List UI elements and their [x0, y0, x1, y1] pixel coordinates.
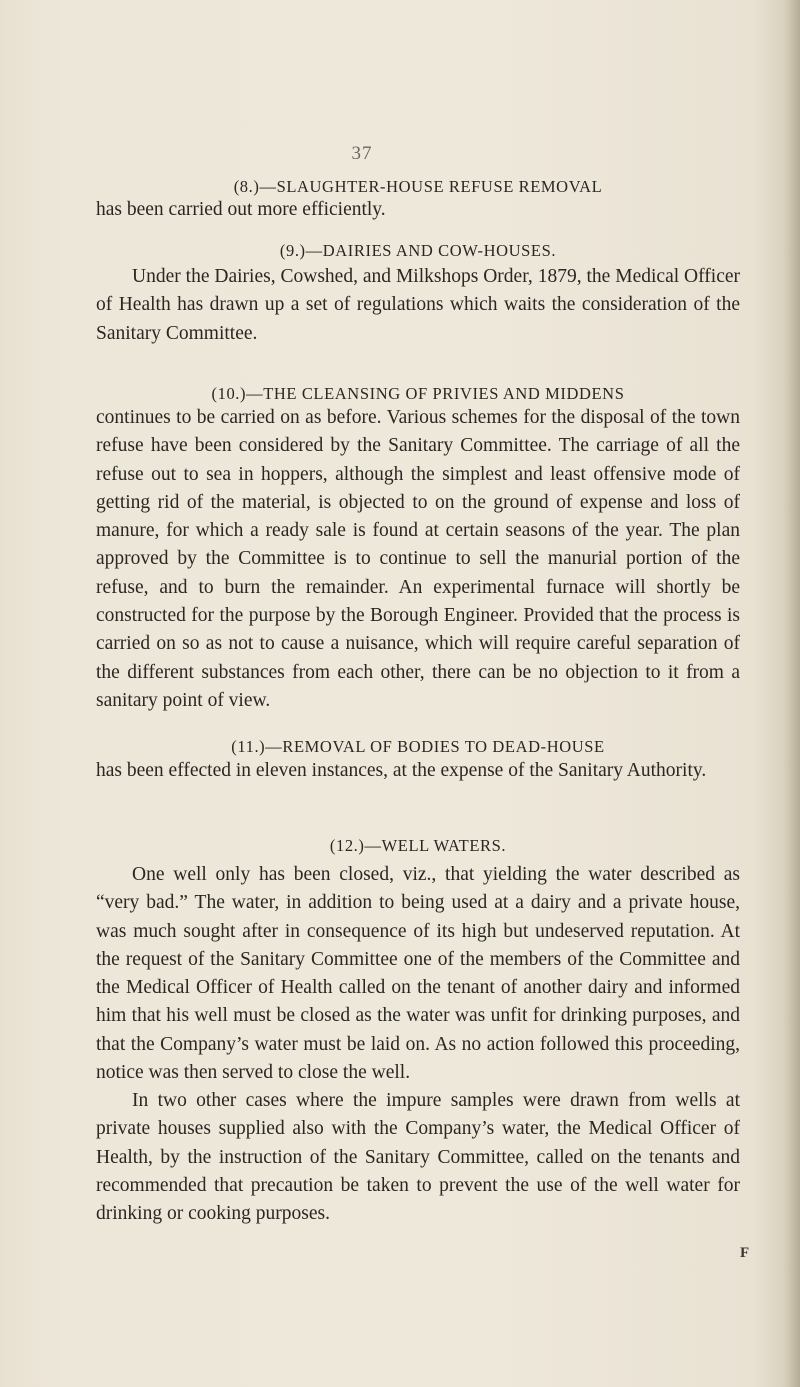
paragraph-privies: continues to be carried on as before. Various schemes for the disposal of the town refuse have been considered by the Sanitary Committee. The carriage of all the refuse out to sea in hoppers, although the simplest and least offensive mode of getting rid of the material, is objected to on the ground of expense and loss of manure, for which a ready sale is found at certain seasons of the year. The plan approved by the Committee is to continue to sell the manurial portion of the refuse, and to burn the remainder. An experimental furnace will shortly be constructed for the purpose by the Borough Engineer. Provided that the process is carried on so as not to cause a nuisance, which will require careful separation of the different substances from each other, there can be no objection to it from a sanitary point of view.: [96, 407, 740, 711]
section-heading-removal-of-bodies: (11.)—REMOVAL OF BODIES TO DEAD-HOUSE: [231, 737, 605, 756]
paragraph-slaughter-house: has been carried out more efficiently.: [96, 199, 386, 220]
signature-mark: F: [740, 1245, 750, 1261]
page-edge-shadow: [782, 0, 800, 1387]
section-heading-well-waters: (12.)—WELL WATERS.: [329, 836, 507, 855]
paragraph-well-waters-1: One well only has been closed, viz., that yielding the water described as “very bad.” The water, in addition to being used at a dairy and a private house, was much sought after in consequence of its high but undeserved reputation. At the request of the Sanitary Committee one of the members of the Committee and the Medical Officer of Health called on the tenant of another dairy and informed him that his well must be closed as the water was unfit for drinking purposes, and that the Company’s water must be laid on. As no action followed this proceeding, notice was then served to close the well.: [96, 864, 740, 1084]
paragraph-dairies: Under the Dairies, Cowshed, and Milkshops Order, 1879, the Medical Officer of Health has drawn up a set of regulations which waits the consideration of the Sanitary Committee.: [96, 266, 740, 344]
page-number: 37: [351, 143, 373, 164]
paragraph-removal-of-bodies: has been effected in eleven instances, at the expense of the Sanitary Authority.: [96, 760, 707, 781]
paragraph-well-waters-2: In two other cases where the impure samples were drawn from wells at private houses supplied also with the Company’s water, the Medical Officer of Health, by the instruction of the Sanitary Committee, called on the tenants and recommended that precaution be taken to prevent the use of the well water for drinking or cooking purposes.: [96, 1090, 740, 1225]
section-heading-privies: (10.)—THE CLEANSING OF PRIVIES AND MIDDENS: [211, 384, 625, 403]
section-heading-slaughter-house: (8.)—SLAUGHTER-HOUSE REFUSE REMOVAL: [233, 177, 603, 196]
section-heading-dairies: (9.)—DAIRIES AND COW-HOUSES.: [279, 241, 557, 260]
